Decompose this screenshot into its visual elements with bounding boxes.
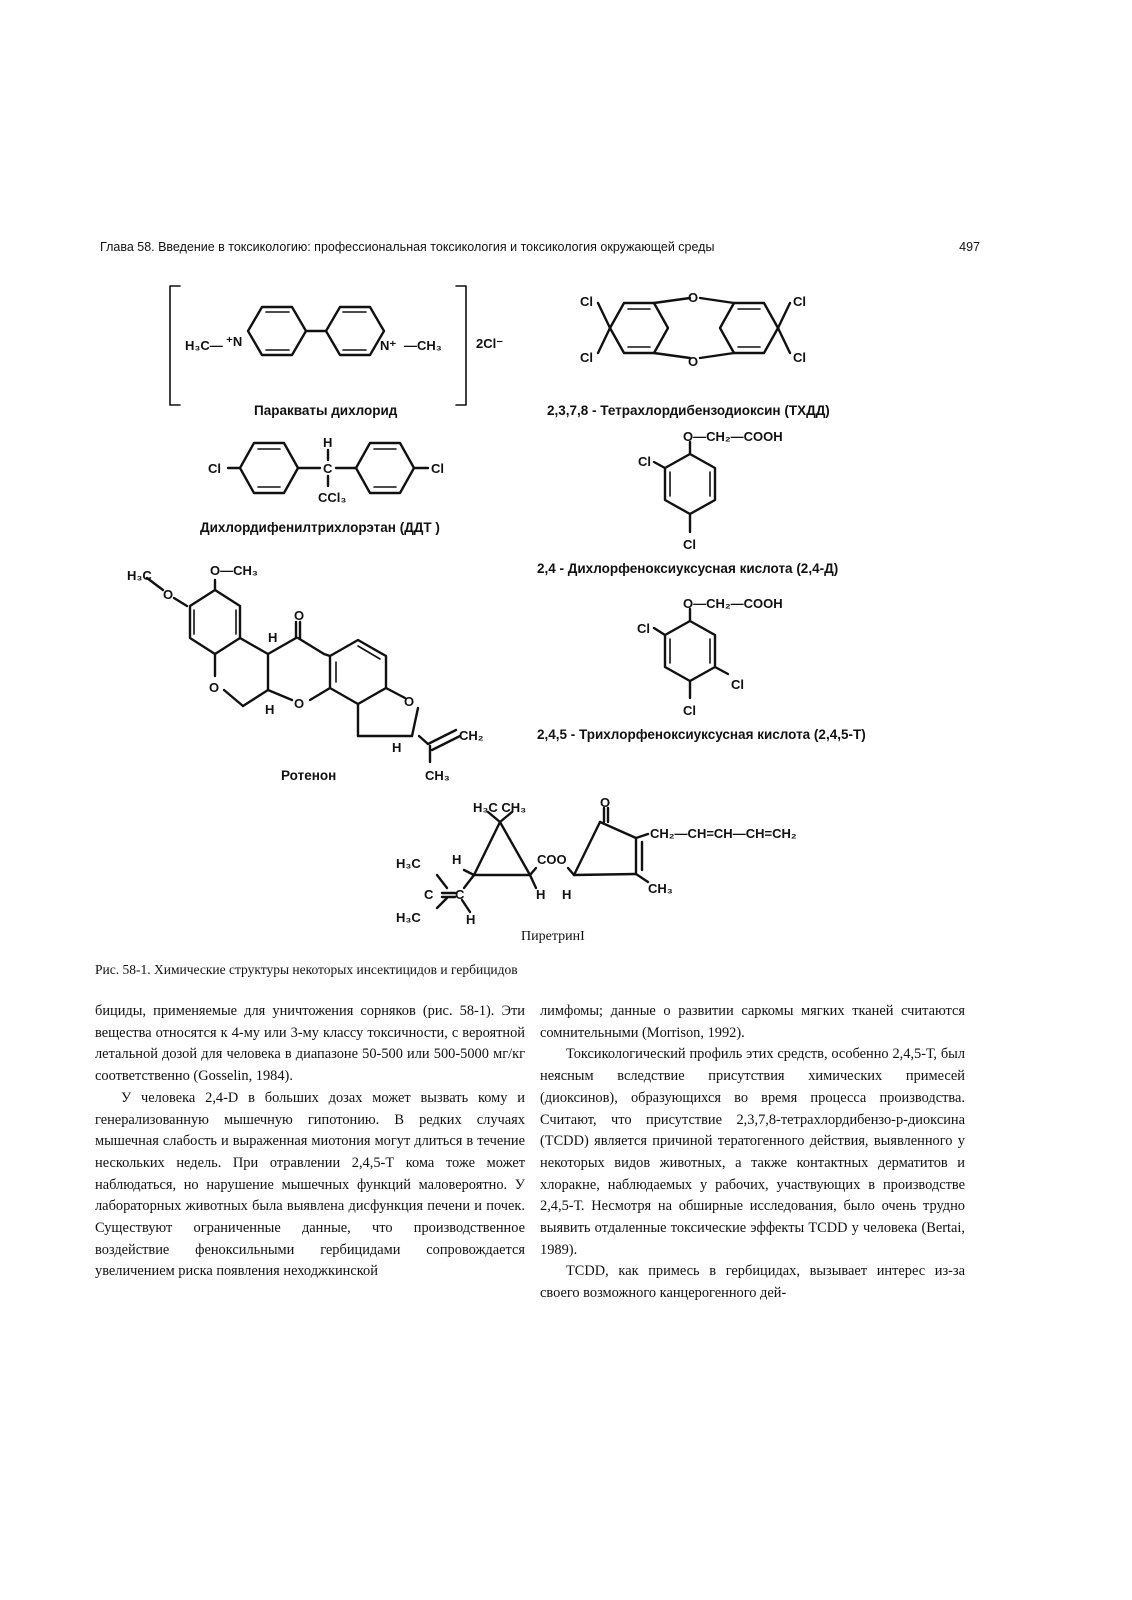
pyrethrin-structure bbox=[396, 795, 797, 944]
pyrethrin-h3c-ch3: H₃C CH₃ bbox=[473, 800, 527, 815]
pyrethrin-h-1: H bbox=[452, 852, 462, 867]
pyrethrin-coo: COO bbox=[537, 852, 567, 867]
running-title: Глава 58. Введение в токсикологию: профессиональная токсикология и токсикология окружающей среды bbox=[100, 240, 715, 254]
t245-name: 2,4,5 - Трихлорфеноксиуксусная кислота (2,4,5-Т) bbox=[537, 727, 866, 742]
paragraph: лимфомы; данные о развитии саркомы мягких тканей считаются сомнительными (Morrison, 1992). bbox=[540, 1003, 965, 1041]
ddt-structure bbox=[200, 435, 444, 535]
d24-cl-2: Cl bbox=[638, 454, 651, 469]
column-left bbox=[95, 1001, 525, 1283]
rotenone-h-1: H bbox=[268, 630, 278, 645]
pyrethrin-name: ПиретринI bbox=[521, 929, 585, 944]
rotenone-o-ring: O bbox=[209, 680, 220, 695]
paraquat-counter-ion: 2Cl⁻ bbox=[476, 336, 504, 351]
tcdd-structure bbox=[547, 290, 830, 418]
rotenone-h3c: H₃C bbox=[127, 568, 152, 583]
pyrethrin-c-2: C bbox=[455, 887, 465, 902]
rotenone-ch3: CH₃ bbox=[425, 768, 450, 783]
pyrethrin-o: O bbox=[600, 795, 611, 810]
pyrethrin-h3c-bottom: H₃C bbox=[396, 910, 421, 925]
paragraph: бициды, применяемые для уничтожения сорняков (рис. 58-1). Эти вещества относятся к 4-му или 3-му классу токсичности, с вероятной летальной дозой для человека в диапазоне 50-500 или 500-5000 мг/кг соответственно (Gosselin, 1984). bbox=[95, 1003, 525, 1085]
paraquat-left-n: ⁺N bbox=[226, 334, 243, 349]
figure-caption: Рис. 58-1. Химические структуры некоторых инсектицидов и гербицидов bbox=[95, 962, 518, 977]
ddt-c: C bbox=[323, 461, 333, 476]
d24-side-chain: O—CH₂—COOH bbox=[683, 429, 783, 444]
paragraph: TCDD, как примесь в гербицидах, вызывает интерес из-за своего возможного канцерогенного дей- bbox=[540, 1263, 965, 1302]
page-number: 497 bbox=[959, 240, 980, 254]
tcdd-name: 2,3,7,8 - Тетрахлордибензодиоксин (ТХДД) bbox=[547, 403, 830, 418]
pyrethrin-h-4: H bbox=[562, 887, 572, 902]
t245-cl-5: Cl bbox=[731, 677, 744, 692]
rotenone-o-carbonyl: O bbox=[294, 608, 305, 623]
t245-side-chain: O—CH₂—COOH bbox=[683, 596, 783, 611]
rotenone-structure bbox=[127, 563, 484, 783]
pyrethrin-chain: CH₂—CH=CH—CH=CH₂ bbox=[650, 826, 797, 841]
d24-cl-4: Cl bbox=[683, 537, 696, 552]
pyrethrin-h-3: H bbox=[536, 887, 546, 902]
t245-structure bbox=[537, 596, 866, 742]
tcdd-cl-1: Cl bbox=[580, 294, 593, 309]
t245-cl-4: Cl bbox=[683, 703, 696, 718]
ddt-cl-right: Cl bbox=[431, 461, 444, 476]
paraquat-structure bbox=[170, 286, 503, 418]
paraquat-name: Паракваты дихлорид bbox=[254, 403, 398, 418]
ddt-h: H bbox=[323, 435, 333, 450]
rotenone-h-2: H bbox=[265, 702, 275, 717]
column-right bbox=[540, 1001, 965, 1305]
rotenone-o-methoxy1: O bbox=[163, 587, 174, 602]
rotenone-name: Ротенон bbox=[281, 768, 337, 783]
ddt-cl-left: Cl bbox=[208, 461, 221, 476]
paraquat-right-methyl: —CH₃ bbox=[404, 338, 442, 353]
pyrethrin-h3c-top: H₃C bbox=[396, 856, 421, 871]
tcdd-cl-2: Cl bbox=[580, 350, 593, 365]
t245-cl-2: Cl bbox=[637, 621, 650, 636]
rotenone-o-ring2: O bbox=[294, 696, 305, 711]
pyrethrin-c-1: C bbox=[424, 887, 434, 902]
tcdd-cl-4: Cl bbox=[793, 350, 806, 365]
rotenone-o-furan: O bbox=[404, 694, 415, 709]
paragraph: У человека 2,4-D в больших дозах может вызвать кому и генерализованную мышечную гипотонию. В редких случаях мышечная слабость и выраженная миотония могут длиться в течение нескольких недель. При отравлении 2,4,5-Т кома тоже может наблюдаться, но нарушение мышечных функций маловероятно. У лабораторных животных была выявлена дисфункция печени и почек. Существуют ограниченные данные, что производственное воздействие феноксильными гербицидами сопровождается увеличением риска появления неходжкинской bbox=[95, 1089, 525, 1280]
ddt-ccl3: CCl₃ bbox=[318, 490, 347, 505]
pyrethrin-ch3: CH₃ bbox=[648, 881, 673, 896]
ddt-name: Дихлордифенилтрихлорэтан (ДДТ ) bbox=[200, 520, 440, 535]
pyrethrin-h-2: H bbox=[466, 912, 476, 927]
paraquat-right-n: N⁺ bbox=[380, 338, 397, 353]
paragraph: Токсикологический профиль этих средств, особенно 2,4,5-Т, был неясным вследствие присутствия химических примесей (диоксинов), образующихся во время процесса производства. Считают, что присутствие 2,3,7,8-тетрахлордибензо-р-диоксина (TCDD) является причиной тератогенного действия, выявленного у некоторых видов животных, а также контактных дерматитов и хлоракне, наблюдаемых у рабочих, участвующих в производстве 2,4,5-Т. Несмотря на обширные исследования, было очень трудно выявить отдаленные токсические эффекты TCDD у человека (Bertai, 1989). bbox=[540, 1046, 965, 1258]
tcdd-cl-3: Cl bbox=[793, 294, 806, 309]
rotenone-h-3: H bbox=[392, 740, 402, 755]
tcdd-o-2: O bbox=[688, 354, 699, 369]
rotenone-ch2: CH₂ bbox=[459, 728, 484, 743]
d24-name: 2,4 - Дихлорфеноксиуксусная кислота (2,4-Д) bbox=[537, 561, 839, 576]
paraquat-left-methyl: H₃C— bbox=[185, 338, 223, 353]
rotenone-och3: O—CH₃ bbox=[210, 563, 258, 578]
d24-structure bbox=[537, 429, 838, 576]
tcdd-o-1: O bbox=[688, 290, 699, 305]
